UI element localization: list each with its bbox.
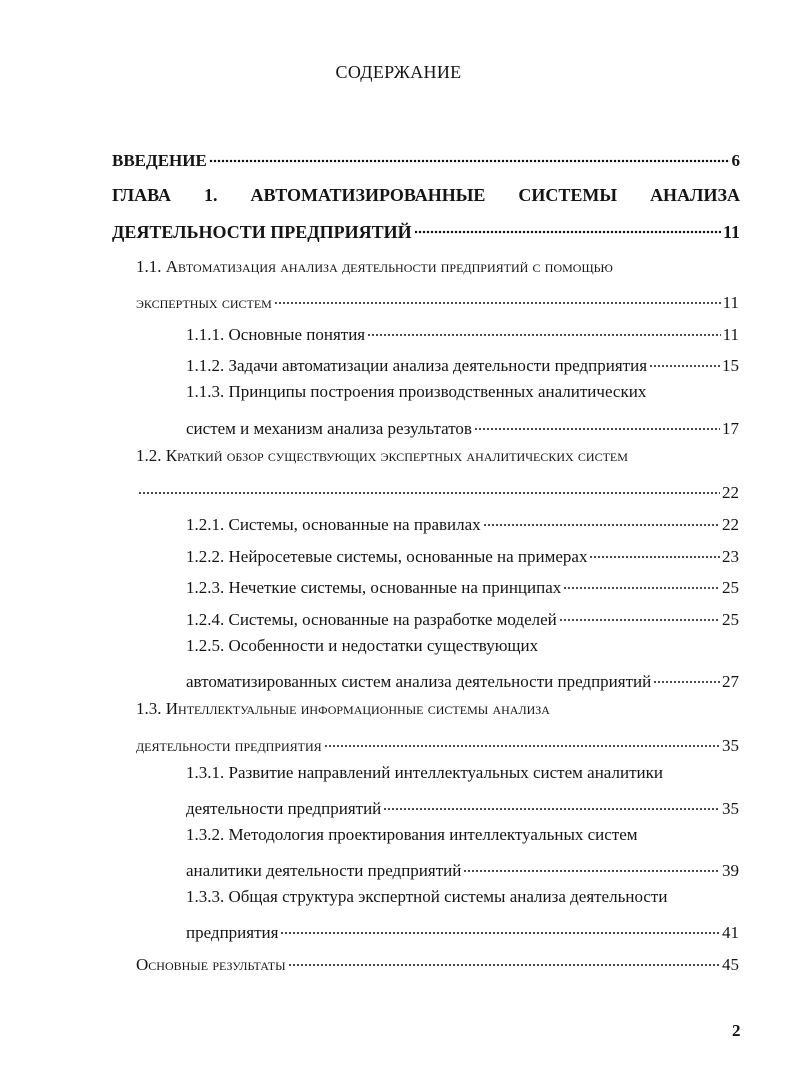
- toc-section-1-1-1[interactable]: [186, 320, 739, 345]
- toc-page-number: 45: [722, 955, 739, 975]
- toc-section-1-2-4[interactable]: [186, 605, 739, 630]
- toc-page-number: 22: [722, 483, 739, 503]
- toc-entry-title: 1.2.2. Нейросетевые системы, основанные на примерах: [186, 547, 588, 567]
- leader-dots: [138, 478, 720, 498]
- toc-page-number: 41: [722, 923, 739, 943]
- page-number: 2: [732, 1021, 741, 1040]
- toc-entry-title: 1.1.1. Основные понятия: [186, 325, 366, 345]
- leader-dots: [463, 856, 720, 876]
- toc-section-1-2-5-line1[interactable]: 1.2.5. Особенности и недостатки существующих: [186, 636, 539, 655]
- leader-dots: [474, 414, 720, 434]
- toc-page-number: 35: [722, 736, 739, 756]
- toc-page-number: 6: [731, 151, 740, 171]
- toc-entry-intro[interactable]: [112, 146, 740, 171]
- chapter-word: АНАЛИЗА: [650, 185, 740, 205]
- leader-dots: [653, 667, 720, 687]
- toc-entry-title: ДЕЯТЕЛЬНОСТИ ПРЕДПРИЯТИЙ: [112, 221, 412, 242]
- toc-section-1-3-2-line2[interactable]: [186, 856, 739, 881]
- toc-entry-results[interactable]: [136, 950, 739, 975]
- leader-dots: [589, 542, 720, 562]
- toc-section-1-1-3-line1[interactable]: 1.1.3. Принципы построения производственных аналитических: [186, 382, 647, 401]
- toc-page-number: 17: [722, 419, 739, 439]
- toc-entry-title: 1.2.3. Нечеткие системы, основанные на принципах: [186, 578, 562, 598]
- toc-entry-title: предприятия: [186, 923, 279, 943]
- leader-dots: [483, 510, 720, 530]
- leader-dots: [209, 146, 730, 166]
- leader-dots: [274, 288, 721, 308]
- toc-section-1-2-1[interactable]: [186, 510, 739, 535]
- toc-section-1-3-3-line2[interactable]: [186, 918, 739, 943]
- toc-section-1-2-line2[interactable]: [136, 478, 739, 503]
- toc-page-number: 23: [722, 547, 739, 567]
- toc-page-number: 11: [722, 325, 739, 345]
- leader-dots: [414, 216, 721, 238]
- toc-page-number: 27: [722, 672, 739, 692]
- toc-page-number: 25: [722, 610, 739, 630]
- toc-page-number: 15: [722, 356, 739, 376]
- toc-section-1-1-3-line2[interactable]: [186, 414, 739, 439]
- toc-section-1-2-5-line2[interactable]: [186, 667, 739, 692]
- toc-entry-title: систем и механизм анализа результатов: [186, 419, 472, 439]
- leader-dots: [280, 918, 720, 938]
- page-title: СОДЕРЖАНИЕ: [335, 62, 462, 82]
- leader-dots: [383, 794, 720, 814]
- toc-entry-title: 1.2.4. Системы, основанные на разработке моделей: [186, 610, 557, 630]
- chapter-word: ГЛАВА: [112, 185, 172, 205]
- toc-section-1-2-2[interactable]: [186, 542, 739, 567]
- toc-entry-title: автоматизированных систем анализа деятельности предприятий: [186, 672, 652, 692]
- toc-section-1-3-line2[interactable]: [136, 731, 739, 756]
- toc-section-1-3-2-line1[interactable]: 1.3.2. Методология проектирования интеллектуальных систем: [186, 825, 638, 844]
- toc-page-number: 35: [722, 799, 739, 819]
- toc-chapter-1-line2[interactable]: [112, 216, 740, 242]
- toc-section-1-3-1-line2[interactable]: [186, 794, 739, 819]
- toc-page-number: 11: [722, 221, 740, 242]
- toc-chapter-1-line1[interactable]: [112, 185, 740, 205]
- toc-section-1-2-line1[interactable]: 1.2. Краткий обзор существующих экспертных аналитических систем: [136, 446, 628, 465]
- toc-section-1-3-1-line1[interactable]: 1.3.1. Развитие направлений интеллектуальных систем аналитики: [186, 763, 663, 782]
- toc-section-1-3-line1[interactable]: 1.3. Интеллектуальные информационные системы анализа: [136, 699, 550, 718]
- toc-entry-title: деятельности предприятий: [186, 799, 382, 819]
- toc-page-number: 25: [722, 578, 739, 598]
- toc-section-1-3-3-line1[interactable]: 1.3.3. Общая структура экспертной системы анализа деятельности: [186, 887, 668, 906]
- toc-entry-title: 1.2.1. Системы, основанные на правилах: [186, 515, 481, 535]
- toc-section-1-1-2[interactable]: [186, 351, 739, 376]
- toc-entry-title: деятельности предприятия: [136, 736, 322, 756]
- toc-entry-title: ВВЕДЕНИЕ: [112, 151, 207, 171]
- toc-entry-title: 1.1.2. Задачи автоматизации анализа деятельности предприятия: [186, 356, 648, 376]
- toc-entry-title: аналитики деятельности предприятий: [186, 861, 462, 881]
- chapter-word: СИСТЕМЫ: [518, 185, 618, 205]
- leader-dots: [563, 573, 720, 593]
- leader-dots: [649, 351, 720, 371]
- toc-section-1-2-3[interactable]: [186, 573, 739, 598]
- leader-dots: [559, 605, 720, 625]
- toc-entry-title: экспертных систем: [136, 293, 272, 313]
- toc-page-number: 22: [722, 515, 739, 535]
- toc-section-1-1-line2[interactable]: [136, 288, 739, 313]
- chapter-word: 1.: [204, 185, 218, 205]
- toc-page-number: 39: [722, 861, 739, 881]
- toc-section-1-1-line1[interactable]: 1.1. Автоматизация анализа деятельности предприятий с помощью: [136, 257, 613, 276]
- leader-dots: [367, 320, 721, 340]
- toc-page-number: 11: [722, 293, 739, 313]
- toc-entry-title: Основные результаты: [136, 955, 286, 975]
- chapter-word: АВТОМАТИЗИРОВАННЫЕ: [250, 185, 486, 205]
- leader-dots: [324, 731, 720, 751]
- leader-dots: [288, 950, 720, 970]
